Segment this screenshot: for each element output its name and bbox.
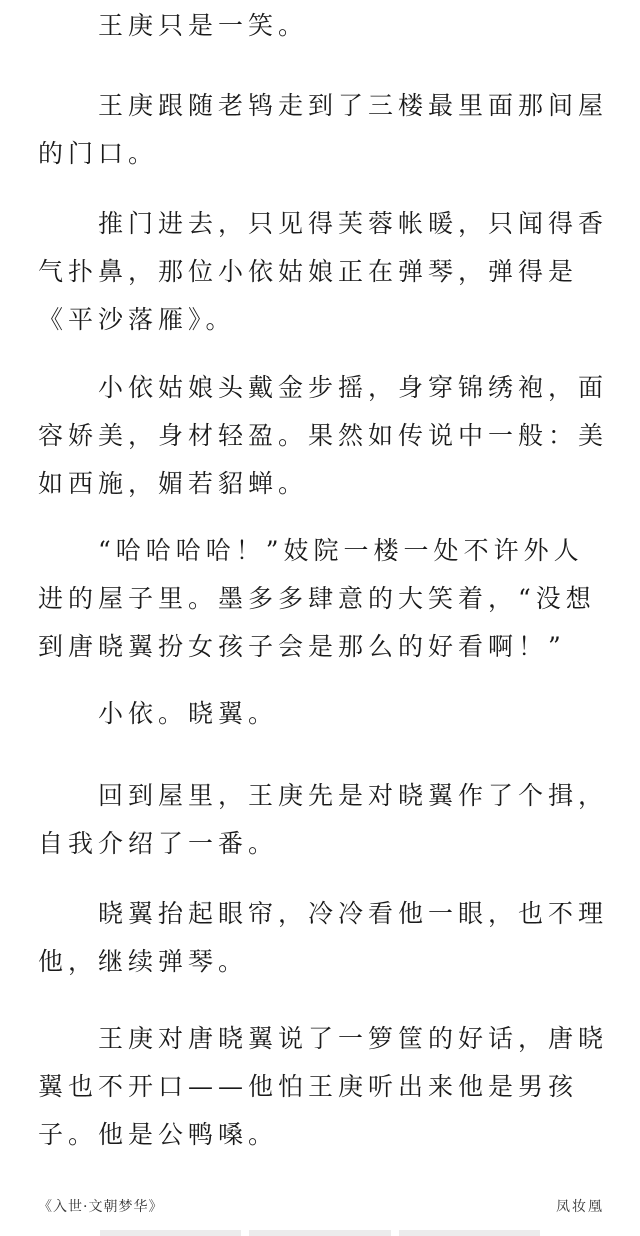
divider-segment (399, 1230, 540, 1236)
paragraph-3: 推门进去，只见得芙蓉帐暖，只闻得香气扑鼻，那位小依姑娘正在弹琴，弹得是《平沙落雁》。 (38, 209, 609, 334)
paragraph-7: 回到屋里，王庚先是对晓翼作了个揖，自我介绍了一番。 (38, 781, 609, 858)
paragraph-2: 王庚跟随老鸨走到了三楼最里面那间屋的门口。 (38, 91, 609, 168)
paragraph-9: 王庚对唐晓翼说了一箩筐的好话，唐晓翼也不开口——他怕王庚听出来他是男孩子。他是公鸭嗓。 (38, 1024, 609, 1149)
paragraph-6: 小依。晓翼。 (98, 699, 279, 728)
paragraph-5: “哈哈哈哈！”妓院一楼一处不许外人进的屋子里。墨多多肆意的大笑着，“没想到唐晓翼扮女孩子会是那么的好看啊！” (38, 536, 596, 661)
paragraph-8: 晓翼抬起眼帘，冷冷看他一眼，也不理他，继续弹琴。 (38, 899, 609, 976)
footer-book-title: 《入世·文朝梦华》 (38, 1199, 164, 1215)
bottom-divider (100, 1230, 540, 1236)
paragraph-4: 小依姑娘头戴金步摇，身穿锦绣袍，面容娇美，身材轻盈。果然如传说中一般：美如西施，媚若貂蝉。 (38, 373, 609, 498)
paragraph-1: 王庚只是一笑。 (98, 11, 309, 40)
divider-segment (249, 1230, 390, 1236)
divider-segment (100, 1230, 241, 1236)
footer-author: 凤妆凰 (556, 1199, 604, 1215)
